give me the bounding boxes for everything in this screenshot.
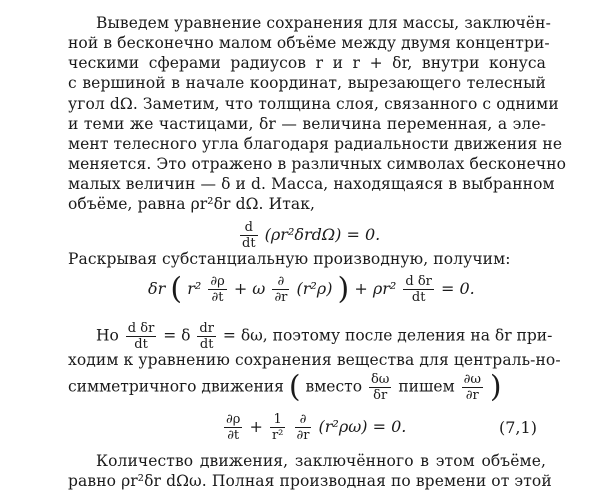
text-line [96,321,552,352]
text-run: = δω, поэтому после деления на δr при- [222,326,553,345]
equation-term: (r²ρ) [296,279,333,298]
text-line: Раскрывая субстанциальную производную, получим: [68,250,511,268]
text-run: пишем [398,377,455,396]
left-paren: ( [288,369,301,405]
fraction-denominator: dt [199,337,214,352]
fraction-denominator: ∂t [227,428,240,443]
fraction-numerator: dr [199,321,214,336]
fraction-numerator: d δr [405,274,432,289]
left-paren: ( [170,271,183,307]
fraction [208,274,226,305]
fraction-numerator: ∂ρ [226,412,241,427]
equation-mass-conservation [238,220,380,251]
text-line: ходим к уравнению сохранения вещества для централь-но- [68,351,561,369]
fraction [126,321,157,352]
fraction-numerator: ∂ [295,412,312,428]
fraction [197,321,216,352]
equation-body: (r²ρω) = 0. [318,417,407,436]
text-line: мент телесного угла благодаря радиальности движения не [68,135,563,153]
fraction [272,274,289,305]
fraction [369,372,391,403]
text-run: симметричного движения [68,377,284,396]
text-line: малых величин — δ и d. Масса, находящаяся в выбранном [68,175,555,193]
equation-term: r² [187,279,202,298]
equation-body: (ρr²δrdΩ) = 0. [264,225,381,244]
fraction [462,372,483,403]
equation-term: δr [148,279,166,298]
equation-term: + ω [233,279,266,298]
fraction-numerator: ∂ρ [210,274,225,289]
fraction [224,412,242,443]
equation-continuity [222,412,406,443]
text-line: угол dΩ. Заметим, что толщина слоя, связанного с одними [68,95,559,113]
fraction-denominator: ∂r [296,428,310,443]
fraction [270,412,285,443]
fraction-denominator: r² [271,428,284,443]
fraction-denominator: ∂r [465,388,479,403]
fraction-denominator: dt [242,236,256,251]
fraction-denominator: ∂r [274,290,288,305]
fraction-numerator: d [240,220,258,236]
equation-term: + ρr² [354,279,397,298]
text-run: вместо [305,377,363,396]
text-line: равно ρr²δr dΩω. Полная производная по времени от этой [68,472,552,490]
equation-term: + [249,417,263,436]
text-line: и теми же частицами, δr — величина переменная, а эле- [68,115,546,133]
fraction-numerator: ∂ω [463,372,481,387]
text-line: объёме, равна ρr²δr dΩ. Итак, [68,195,316,213]
fraction-denominator: dt [411,290,426,305]
fraction-numerator: d δr [127,321,155,336]
right-paren: ) [337,271,350,307]
fraction [240,220,258,251]
fraction [403,274,434,305]
text-line: Количество движения, заключённого в этом объёме, [96,452,546,470]
fraction-numerator: 1 [270,412,285,428]
text-line: ческими сферами радиусов r и r + δr, внутри конуса [68,54,546,72]
equation-term: = 0. [441,279,475,298]
fraction-denominator: dt [134,337,148,352]
text-run: = δ [163,326,191,345]
text-line: ной в бесконечно малом объёме между двумя концентри- [68,34,550,52]
right-paren: ) [489,369,502,405]
equation-number: (7,1) [499,418,537,437]
text-run: Но [96,326,119,345]
fraction [295,412,312,443]
fraction-numerator: ∂ [272,274,289,290]
text-line: с вершиной в начале координат, вырезающего телесный [68,74,546,92]
fraction-numerator: δω [370,372,390,387]
equation-expanded [148,271,475,307]
text-line: Выведем уравнение сохранения для массы, заключён- [96,14,551,32]
fraction-denominator: δr [373,388,388,403]
text-line [68,369,502,405]
fraction-denominator: ∂t [211,290,224,305]
text-line: меняется. Это отражено в различных символах бесконечно [68,155,567,173]
